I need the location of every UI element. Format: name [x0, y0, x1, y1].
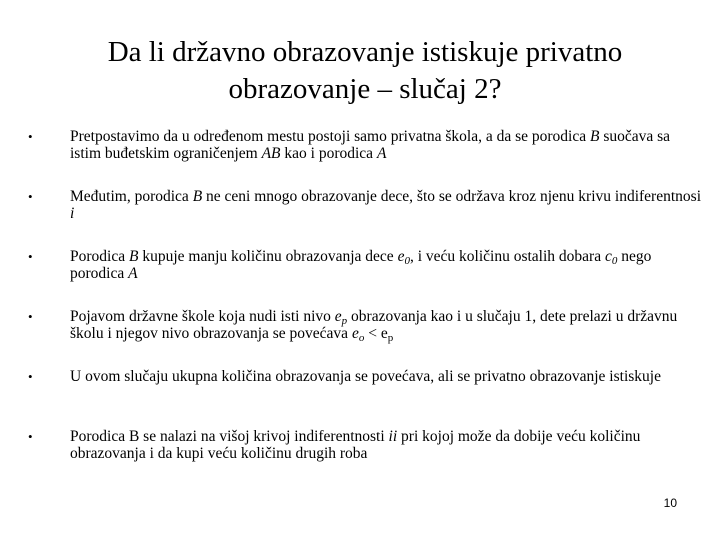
bullet-dot: •	[28, 249, 33, 264]
bullet-item-5: • U ovom slučaju ukupna količina obrazovanja se povećava, ali se privatno obrazovanje istiskuje	[28, 368, 661, 385]
bullet-dot: •	[28, 369, 33, 384]
bullet-dot: •	[28, 129, 33, 144]
bullet-dot: •	[28, 189, 33, 204]
slide-title	[40, 34, 690, 108]
bullet-dot: •	[28, 429, 33, 444]
title-line-2: obrazovanje – slučaj 2?	[228, 73, 502, 105]
bullet-item-4: • Pojavom državne škole koja nudi isti nivo $e_p$ obrazovanja kao i u slučaju 1, dete prelazi u državnu školu i njegov nivo obrazovanja se povećava $e_o < e_p$	[28, 308, 678, 344]
bullet-dot: •	[28, 309, 33, 324]
bullet-list	[24, 128, 704, 488]
page-number: 10	[663, 496, 677, 510]
bullet-item-2: • Međutim, porodica B ne ceni mnogo obrazovanje dece, što se održava kroz njenu krivu indiferentnosi i	[28, 188, 701, 222]
bullet-item-1: • Pretpostavimo da u određenom mestu postoji samo privatna škola, a da se porodica B suočava sa istim buđetskim ograničenjem AB kao i porodica A	[28, 128, 671, 162]
bullet-item-3: • Porodica B kupuje manju količinu obrazovanja dece $e_0$, i veću količinu ostalih dobara $c_0$ nego porodica A	[28, 248, 652, 282]
title-line-1: Da li državno obrazovanje istiskuje privatno	[107, 36, 623, 68]
bullet-item-6: • Porodica B se nalazi na višoj krivoj indiferentnosti ii pri kojoj može da dobije veću količinu obrazovanja i da kupi veću količinu drugih roba	[28, 428, 641, 462]
